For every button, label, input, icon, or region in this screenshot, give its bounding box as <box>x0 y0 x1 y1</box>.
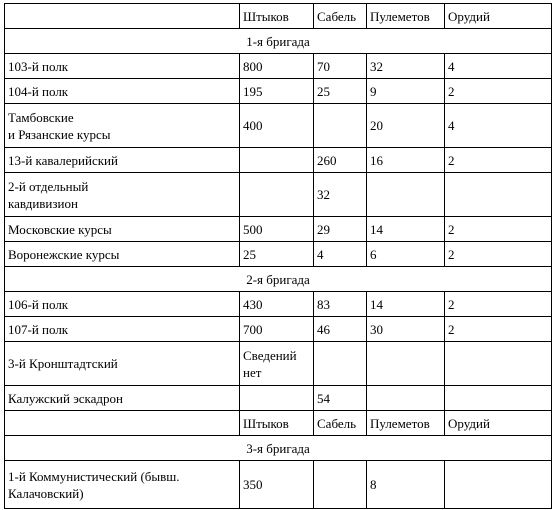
value-cell <box>240 386 314 411</box>
value-cell: 30 <box>367 317 445 342</box>
value-cell: 46 <box>314 317 367 342</box>
value-cell: 4 <box>445 54 552 79</box>
value-cell: 400 <box>240 104 314 148</box>
header-cell-machine-guns: Пулеметов <box>367 4 445 29</box>
value-cell <box>367 386 445 411</box>
unit-name: Тамбовские и Рязанские курсы <box>5 104 240 148</box>
value-cell: 260 <box>314 148 367 173</box>
value-cell: 25 <box>314 79 367 104</box>
value-cell <box>240 148 314 173</box>
unit-name: 13-й кавалерийский <box>5 148 240 173</box>
section-row <box>5 29 552 54</box>
header-cell-guns: Орудий <box>445 4 552 29</box>
value-cell: Сведений нет <box>240 342 314 386</box>
value-cell <box>314 461 367 509</box>
unit-name: 107-й полк <box>5 317 240 342</box>
value-cell <box>314 104 367 148</box>
unit-name: 3-й Кронштадтский <box>5 342 240 386</box>
value-cell <box>367 342 445 386</box>
table-row <box>5 386 552 411</box>
table-row <box>5 173 552 217</box>
value-cell: 2 <box>445 217 552 242</box>
section-title: 2-я бригада <box>5 267 552 292</box>
table-row <box>5 104 552 148</box>
table-row <box>5 148 552 173</box>
value-cell: 70 <box>314 54 367 79</box>
value-cell: 32 <box>314 173 367 217</box>
header-cell-name <box>5 4 240 29</box>
value-cell: 6 <box>367 242 445 267</box>
value-cell <box>445 386 552 411</box>
header-cell-sabres: Сабель <box>314 411 367 436</box>
brigade-strength-table <box>4 3 552 509</box>
value-cell: 800 <box>240 54 314 79</box>
table-row <box>5 79 552 104</box>
value-cell: 8 <box>367 461 445 509</box>
section-row <box>5 267 552 292</box>
header-cell-machine-guns: Пулеметов <box>367 411 445 436</box>
section-row <box>5 436 552 461</box>
unit-name: 106-й полк <box>5 292 240 317</box>
unit-name: Воронежские курсы <box>5 242 240 267</box>
value-cell: 29 <box>314 217 367 242</box>
header-row <box>5 411 552 436</box>
header-cell-sabres: Сабель <box>314 4 367 29</box>
value-cell: 25 <box>240 242 314 267</box>
unit-name: Московские курсы <box>5 217 240 242</box>
value-cell <box>445 461 552 509</box>
value-cell: 2 <box>445 79 552 104</box>
value-cell: 2 <box>445 292 552 317</box>
value-cell: 14 <box>367 292 445 317</box>
unit-name: 104-й полк <box>5 79 240 104</box>
table-row <box>5 317 552 342</box>
value-cell: 16 <box>367 148 445 173</box>
table-row <box>5 54 552 79</box>
unit-name: 2-й отдельный кавдивизион <box>5 173 240 217</box>
value-cell: 32 <box>367 54 445 79</box>
value-cell: 54 <box>314 386 367 411</box>
value-cell: 195 <box>240 79 314 104</box>
header-cell-name <box>5 411 240 436</box>
value-cell: 350 <box>240 461 314 509</box>
section-title: 3-я бригада <box>5 436 552 461</box>
value-cell: 4 <box>314 242 367 267</box>
table-row <box>5 342 552 386</box>
value-cell: 430 <box>240 292 314 317</box>
unit-name: 103-й полк <box>5 54 240 79</box>
table-row <box>5 242 552 267</box>
table-row <box>5 292 552 317</box>
value-cell: 700 <box>240 317 314 342</box>
unit-name: 1-й Коммунистический (бывш. Калачовский) <box>5 461 240 509</box>
value-cell: 4 <box>445 104 552 148</box>
header-cell-bayonets: Штыков <box>240 411 314 436</box>
value-cell <box>445 342 552 386</box>
value-cell <box>240 173 314 217</box>
value-cell <box>367 173 445 217</box>
value-cell: 20 <box>367 104 445 148</box>
value-cell <box>445 173 552 217</box>
value-cell: 2 <box>445 317 552 342</box>
header-cell-bayonets: Штыков <box>240 4 314 29</box>
table-row <box>5 461 552 509</box>
value-cell <box>314 342 367 386</box>
value-cell: 14 <box>367 217 445 242</box>
value-cell: 500 <box>240 217 314 242</box>
value-cell: 83 <box>314 292 367 317</box>
value-cell: 9 <box>367 79 445 104</box>
header-row <box>5 4 552 29</box>
value-cell: 2 <box>445 242 552 267</box>
unit-name: Калужский эскадрон <box>5 386 240 411</box>
value-cell: 2 <box>445 148 552 173</box>
table-row <box>5 217 552 242</box>
section-title: 1-я бригада <box>5 29 552 54</box>
header-cell-guns: Орудий <box>445 411 552 436</box>
